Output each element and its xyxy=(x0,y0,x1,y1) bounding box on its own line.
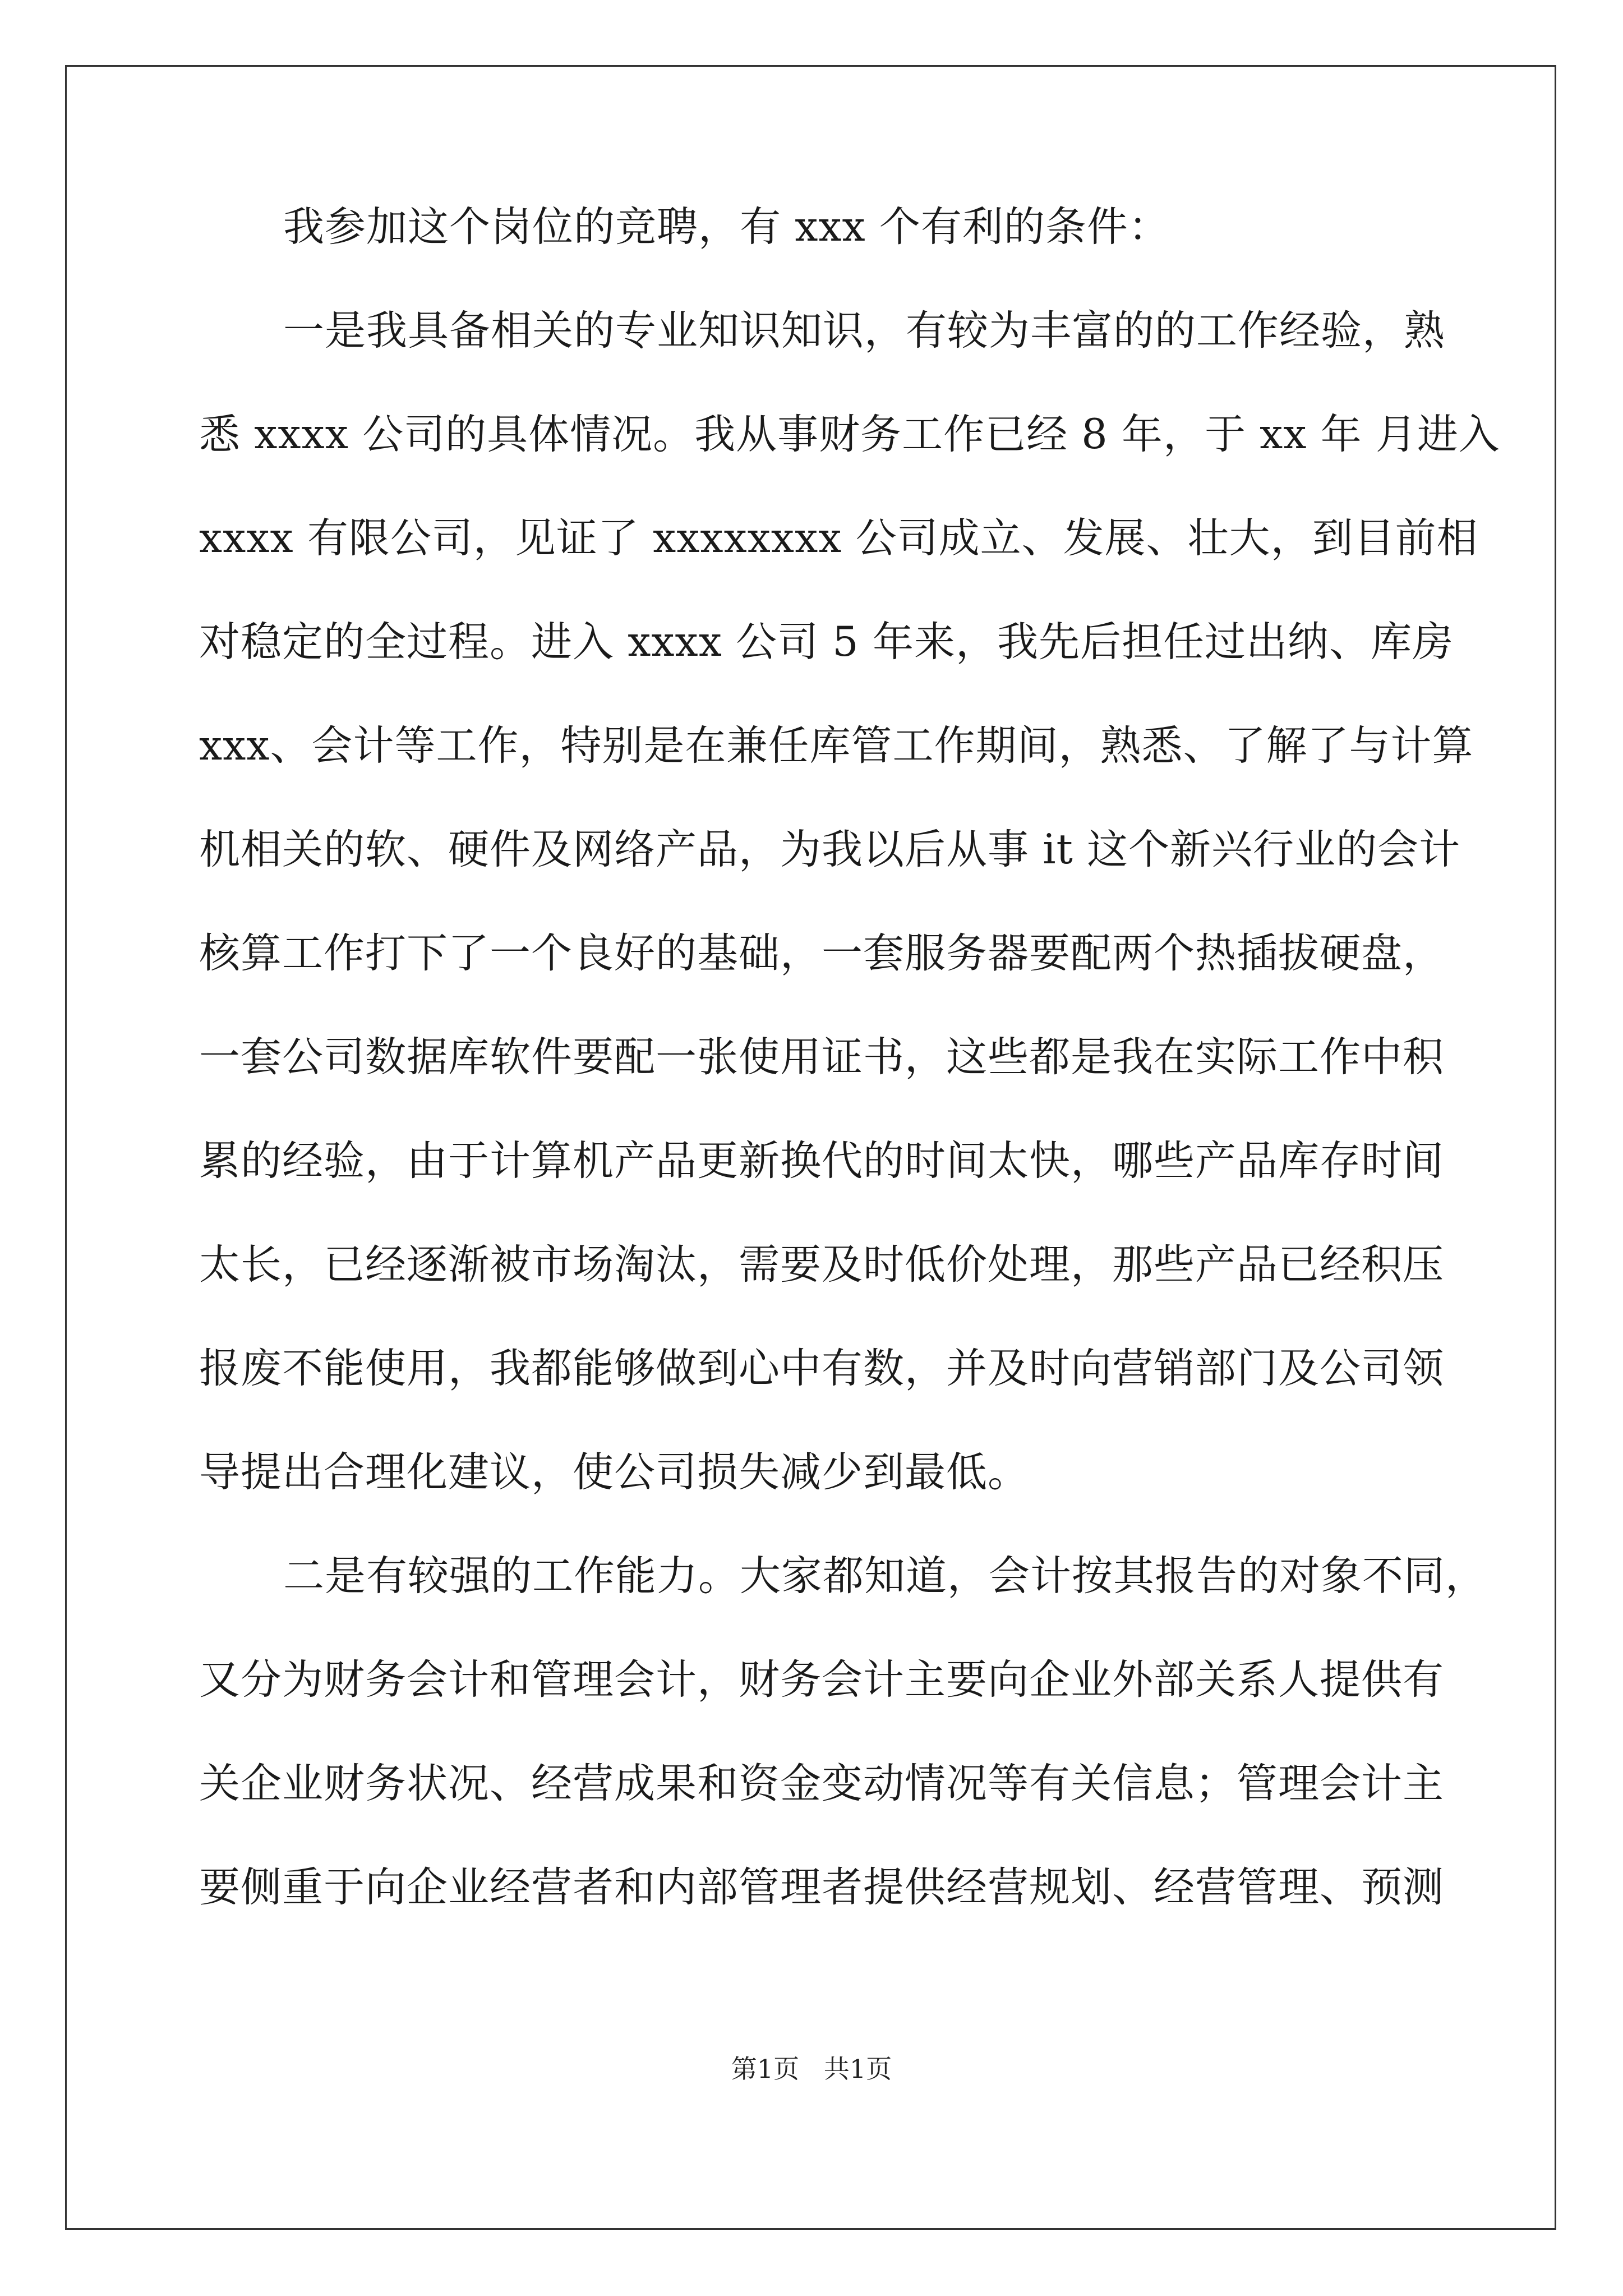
paragraph-3-line-3: 关企业财务状况、经营成果和资金变动情况等有关信息；管理会计主 xyxy=(199,1760,1444,1807)
paragraph-3-line-4: 要侧重于向企业经营者和内部管理者提供经营规划、经营管理、预测 xyxy=(199,1864,1444,1911)
paragraph-2-line-9: 累的经验，由于计算机产品更新换代的时间太快，哪些产品库存时间 xyxy=(199,1137,1444,1185)
paragraph-2-line-8: 一套公司数据库软件要配一张使用证书，这些都是我在实际工作中积 xyxy=(199,1033,1444,1081)
paragraph-2-line-10: 太长，已经逐渐被市场淘汰，需要及时低价处理，那些产品已经积压 xyxy=(199,1241,1444,1289)
paragraph-2-line-4: 对稳定的全过程。进入 xxxx 公司 5 年来，我先后担任过出纳、库房 xyxy=(199,618,1454,666)
paragraph-2-line-7: 核算工作打下了一个良好的基础，一套服务器要配两个热插拔硬盘， xyxy=(199,930,1444,977)
paragraph-2-line-11: 报废不能使用，我都能够做到心中有数，并及时向营销部门及公司领 xyxy=(199,1345,1444,1392)
paragraph-2-line-3: xxxx 有限公司，见证了 xxxxxxxx 公司成立、发展、壮大，到目前相 xyxy=(199,514,1478,562)
paragraph-1-line-1: 我参加这个岗位的竞聘，有 xxx 个有利的条件： xyxy=(283,203,1170,251)
paragraph-2-line-6: 机相关的软、硬件及网络产品，为我以后从事 it 这个新兴行业的会计 xyxy=(199,826,1461,873)
paragraph-2-line-2: 悉 xxxx 公司的具体情况。我从事财务工作已经 8 年，于 xx 年 月进入 xyxy=(199,411,1500,458)
page-number-footer xyxy=(0,2052,1623,2086)
paragraph-3-line-2: 又分为财务会计和管理会计，财务会计主要向企业外部关系人提供有 xyxy=(199,1656,1444,1704)
paragraph-2-line-12: 导提出合理化建议，使公司损失减少到最低。 xyxy=(199,1448,1029,1496)
paragraph-2-line-1: 一是我具备相关的专业知识知识，有较为丰富的的工作经验，熟 xyxy=(283,307,1445,355)
paragraph-2-line-5: xxx、会计等工作，特别是在兼任库管工作期间，熟悉、了解了与计算 xyxy=(199,722,1474,770)
paragraph-3-line-1: 二是有较强的工作能力。大家都知道，会计按其报告的对象不同， xyxy=(283,1552,1487,1600)
page-number-text: 第1页 共1页 xyxy=(731,2054,892,2084)
